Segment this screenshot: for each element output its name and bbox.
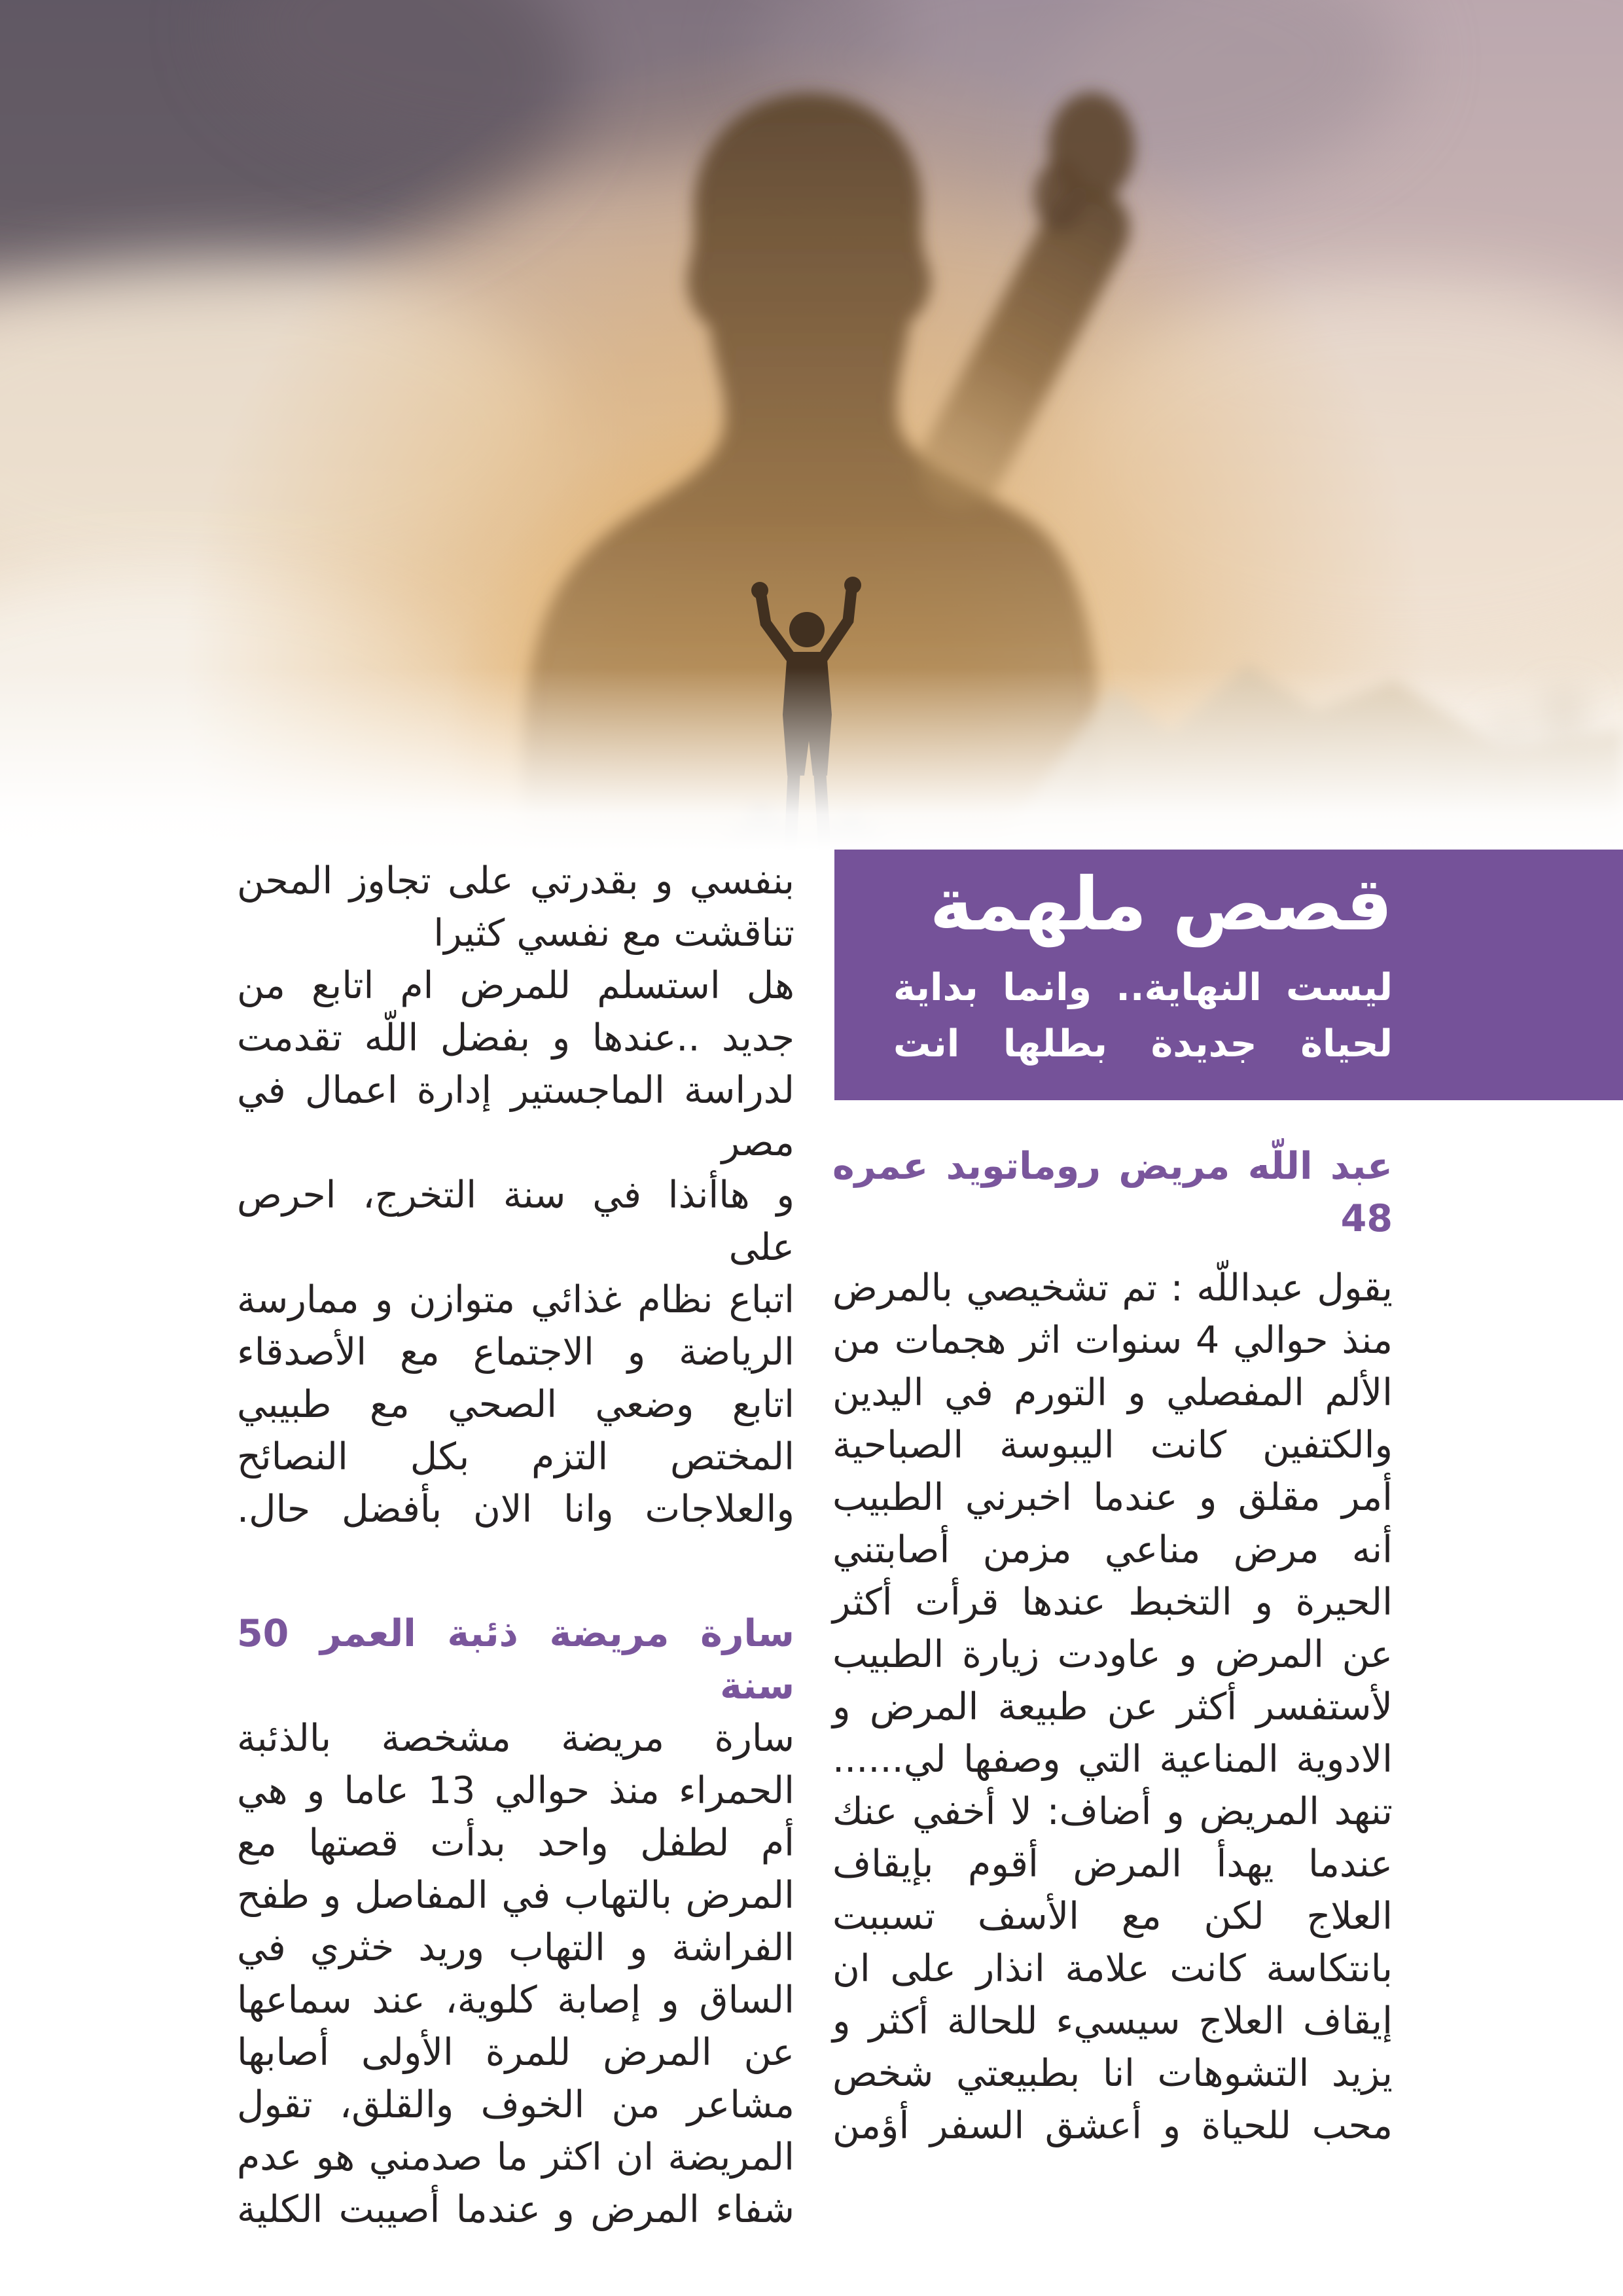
text-line: سارة مريضة مشخصة بالذئبة	[237, 1717, 794, 1760]
left-column	[237, 855, 794, 2236]
text-line: المرض بالتهاب في المفاصل و طفح	[237, 1874, 794, 1917]
text-line	[237, 1535, 794, 1607]
feature-subtitle-line: لحياة جديدة بطلها انت	[893, 1022, 1393, 1066]
feature-title: قصص ملهمة	[929, 862, 1393, 947]
text-line: تنهد المريض و أضاف: لا أخفي عنك	[832, 1790, 1393, 1833]
right-column	[832, 1140, 1393, 2152]
text-line: شفاء المرض و عندما أصيبت الكلية	[237, 2188, 794, 2231]
text-line: سارة مريضة ذئبة العمر 50 سنة	[237, 1612, 794, 1708]
text-line: عن المرض للمرة الأولى أصابها	[237, 2031, 794, 2074]
text-line: والعلاجات وانا الان بأفضل حال.	[237, 1488, 794, 1531]
text-line: اتباع نظام غذائي متوازن و ممارسة	[237, 1278, 794, 1321]
text-line: العلاج لكن مع الأسف تسببت	[832, 1895, 1393, 1938]
text-line: الادوية المناعية التي وصفها لي......	[832, 1738, 1393, 1781]
text-line: بانتكاسة كانت علامة انذار على ان	[832, 1947, 1393, 1990]
text-line: المريضة ان اكثر ما صدمني هو عدم	[237, 2136, 794, 2179]
text-line: لدراسة الماجستير إدارة اعمال في	[237, 1069, 794, 1112]
text-line: عن المرض و عاودت زيارة الطبيب	[832, 1633, 1393, 1676]
text-line: مشاعر من الخوف والقلق، تقول	[237, 2083, 794, 2126]
text-line: مصر	[721, 1121, 794, 1164]
text-line	[832, 1245, 1393, 1262]
text-line: لأستفسر أكثر عن طبيعة المرض و	[832, 1685, 1393, 1729]
text-line: بنفسي و بقدرتي على تجاوز المحن	[237, 859, 794, 903]
text-line: الحمراء منذ حوالي 13 عاما و هي	[237, 1769, 794, 1812]
text-line: الفراشة و التهاب وريد خثري في	[237, 1926, 794, 1969]
text-line: يزيد التشوهات انا بطبيعتي شخص	[832, 2052, 1393, 2095]
text-line: والكتفين كانت اليبوسة الصباحية	[832, 1424, 1393, 1467]
page-footer	[0, 2114, 1623, 2232]
text-line: عبد اللّه مريض روماتويد عمره 48	[832, 1145, 1393, 1240]
victory-silhouette-illustration	[0, 0, 1623, 851]
text-line: الحيرة و التخبط عندها قرأت أكثر	[832, 1581, 1393, 1624]
text-line: المختص التزم بكل النصائح	[237, 1435, 794, 1479]
text-line: يقول عبداللّه : تم تشخيصي بالمرض	[832, 1266, 1393, 1310]
feature-subtitle	[893, 960, 1393, 1072]
text-line: محب للحياة و أعشق السفر أؤمن	[832, 2104, 1393, 2147]
text-line: اتابع وضعي الصحي مع طبيبي	[237, 1383, 794, 1426]
text-line: و هاأنذا في سنة التخرج، احرص على	[237, 1174, 794, 1269]
text-line: عندما يهدأ المرض أقوم بإيقاف	[832, 1842, 1393, 1886]
text-line: هل استسلم للمرض ام اتابع من	[237, 964, 794, 1007]
feature-subtitle-line: ليست النهاية.. وانما بداية	[893, 966, 1393, 1009]
text-line: جديد ..عندها و بفضل اللّه تقدمت	[237, 1016, 794, 1060]
hero-image	[0, 0, 1623, 851]
text-line: الساق و إصابة كلوية، عند سماعها	[237, 1979, 794, 2022]
text-line: أم لطفل واحد بدأت قصتها مع	[237, 1821, 794, 1865]
text-line: إيقاف العلاج سيسيء للحالة أكثر و	[832, 2000, 1393, 2043]
text-line: أمر مقلق و عندما اخبرني الطبيب	[832, 1476, 1393, 1519]
inspiring-stories-box	[834, 850, 1623, 1100]
text-line: أنه مرض مناعي مزمن أصابتني	[832, 1528, 1393, 1571]
text-line: تناقشت مع نفسي كثيرا	[433, 912, 794, 955]
text-line: الألم المفصلي و التورم في اليدين	[832, 1371, 1393, 1414]
text-line: الرياضة و الاجتماع مع الأصدقاء	[237, 1331, 794, 1374]
text-line: منذ حوالي 4 سنوات اثر هجمات من	[832, 1319, 1393, 1362]
